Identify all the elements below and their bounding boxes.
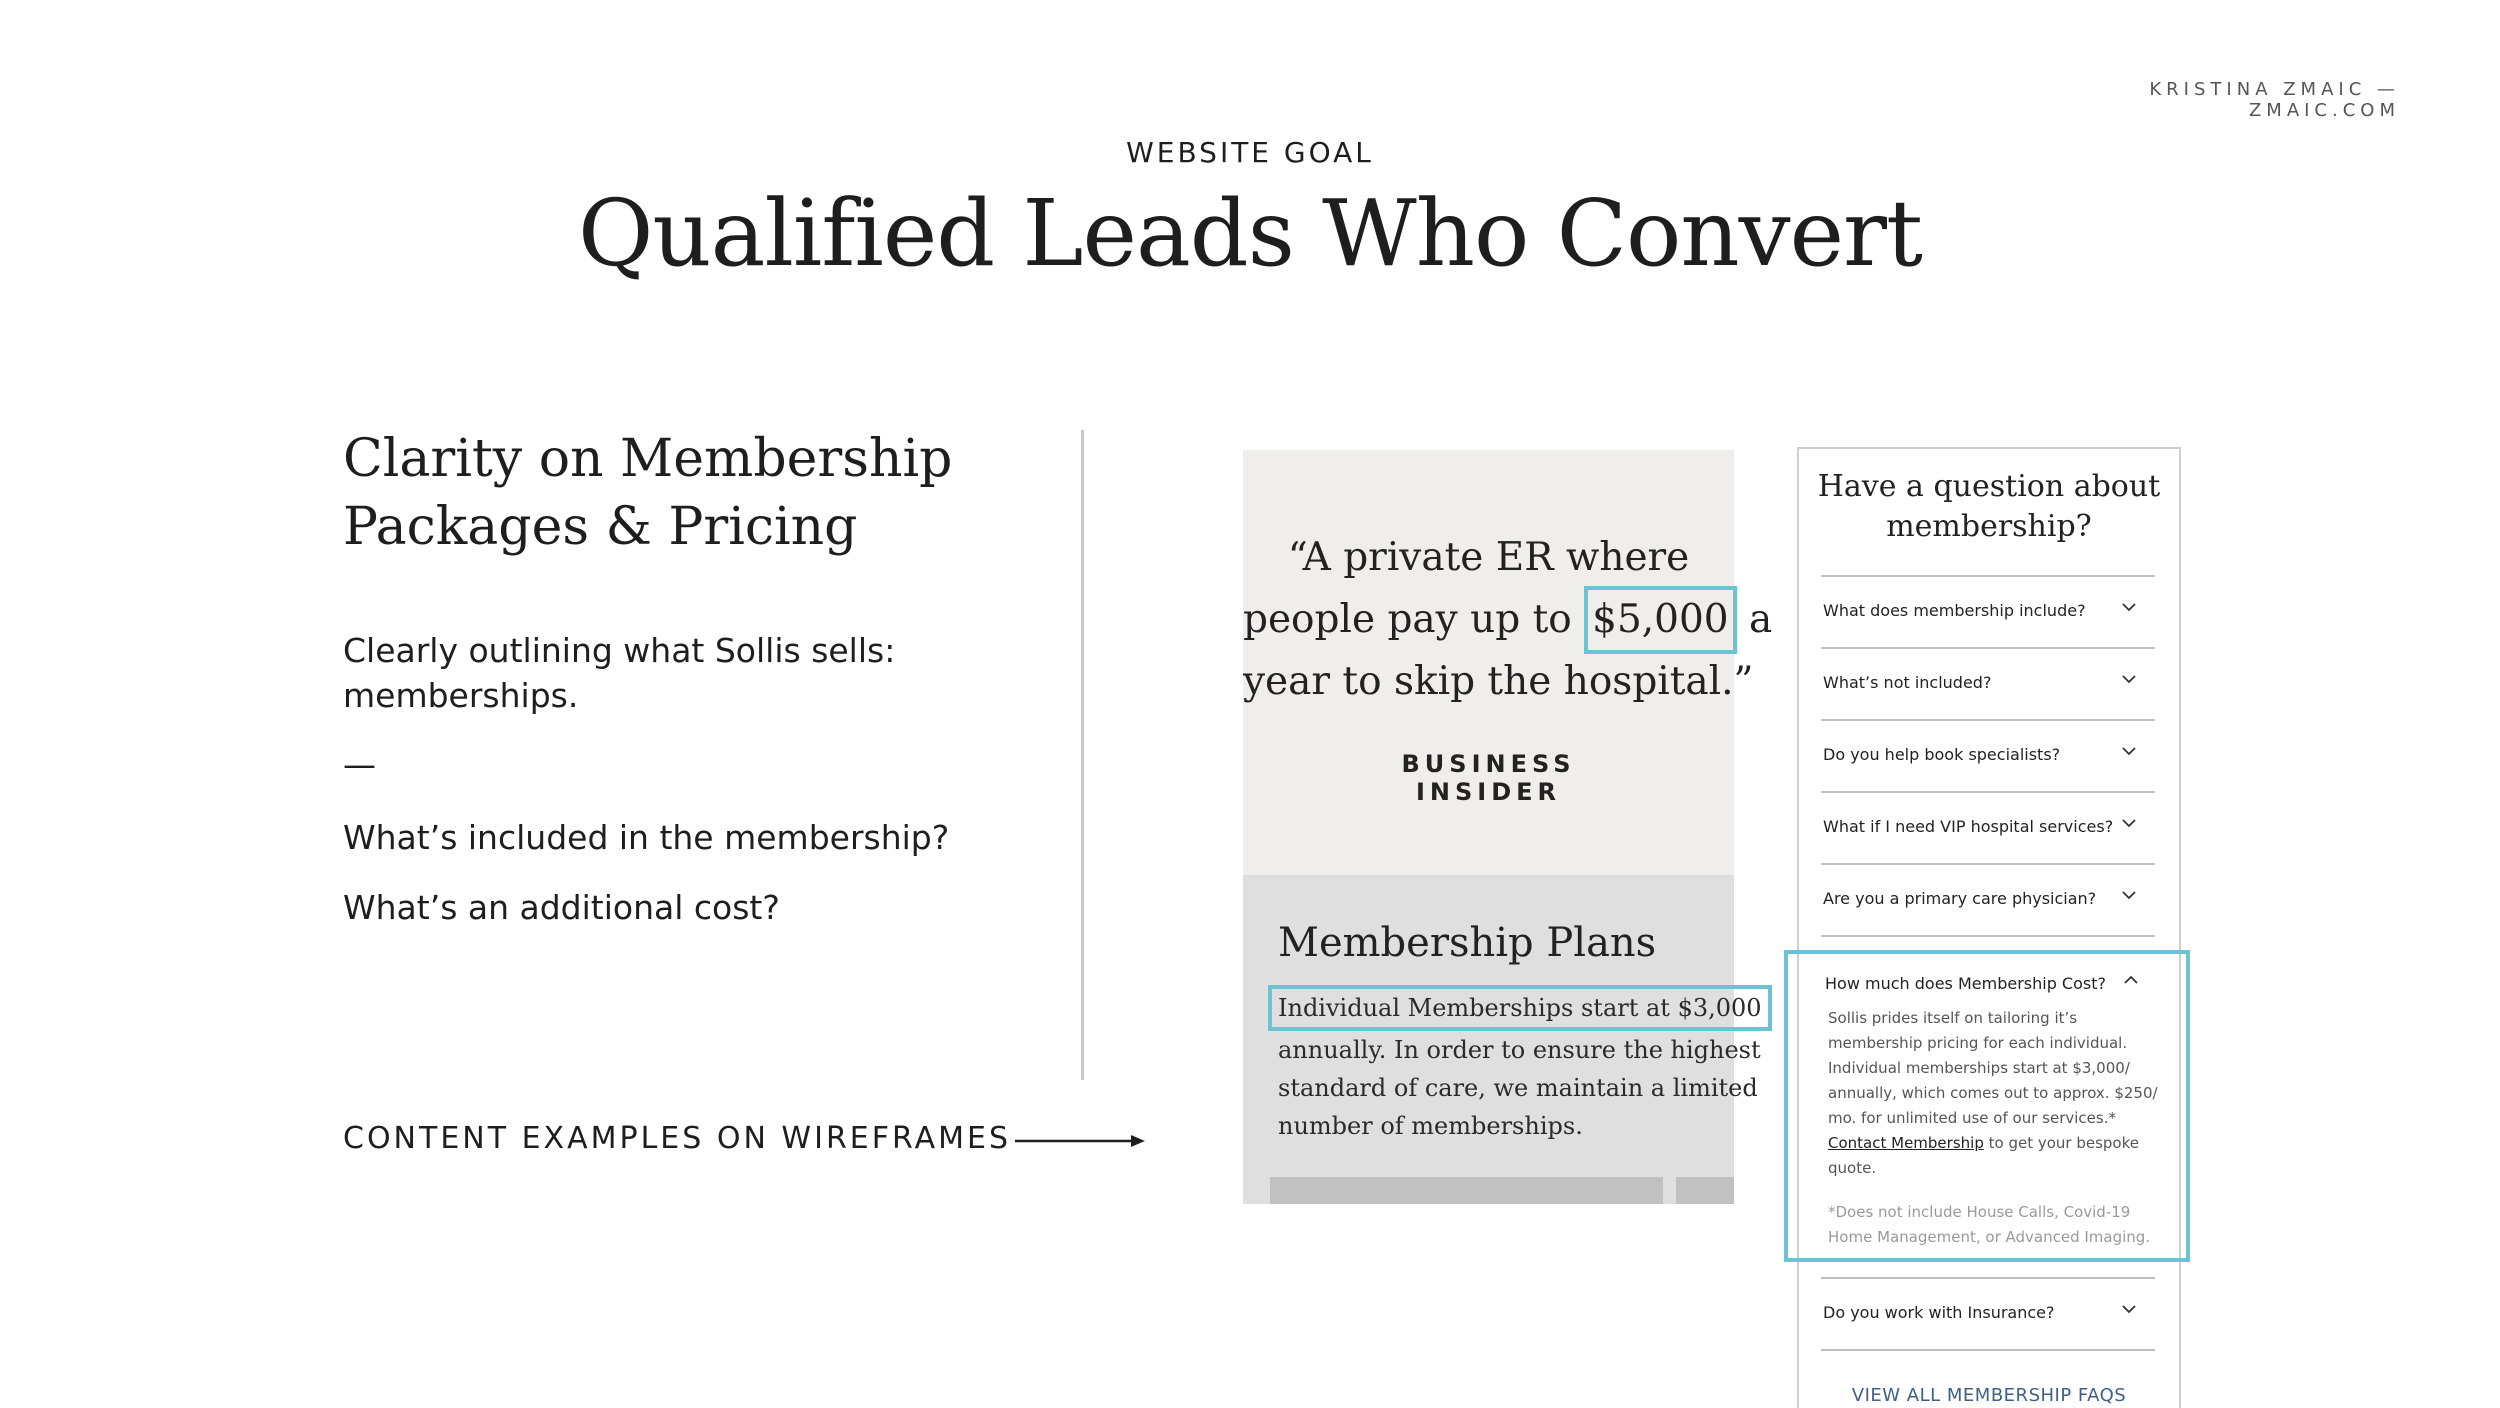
quote-line bbox=[1243, 586, 1773, 654]
quote-panel bbox=[1243, 450, 1773, 875]
contact-membership-link[interactable]: Contact Membership bbox=[1828, 1134, 1984, 1152]
faq-question: Are you a primary care physician? bbox=[1823, 889, 2097, 908]
faq-title-line: membership? bbox=[1886, 509, 2092, 544]
answer-line: Individual memberships start at $3,000/ bbox=[1828, 1059, 2130, 1077]
quote-text: people pay up to bbox=[1243, 597, 1572, 642]
plans-line: number of memberships. bbox=[1278, 1112, 1583, 1140]
heading-line: Packages & Pricing bbox=[343, 497, 858, 557]
chevron-down-icon bbox=[2121, 673, 2137, 685]
page-title: Qualified Leads Who Convert bbox=[577, 180, 1922, 287]
faq-question: How much does Membership Cost? bbox=[1825, 974, 2106, 993]
faq-answer bbox=[1828, 1006, 2188, 1181]
faq-question: What’s not included? bbox=[1823, 673, 1992, 692]
faq-separator bbox=[1821, 935, 2155, 938]
wireframe-faq-card bbox=[1797, 447, 2181, 1408]
intro-text: Clearly outlining what Sollis sells: memberships. bbox=[343, 631, 896, 715]
press-source-logo bbox=[1243, 750, 1734, 806]
membership-plans-title: Membership Plans bbox=[1278, 920, 1657, 966]
faq-question: Do you help book specialists? bbox=[1823, 745, 2061, 764]
faq-question: Do you work with Insurance? bbox=[1823, 1303, 2055, 1322]
section-eyebrow: WEBSITE GOAL bbox=[1126, 136, 1374, 169]
wireframe-press-card bbox=[1243, 450, 1773, 1204]
chevron-down-icon bbox=[2121, 817, 2137, 829]
chevron-down-icon bbox=[2121, 601, 2137, 613]
secondary-button-placeholder[interactable] bbox=[1676, 1177, 1734, 1204]
faq-separator bbox=[1821, 1349, 2155, 1351]
faq-question: What does membership include? bbox=[1823, 601, 2086, 620]
answer-line: membership pricing for each individual. bbox=[1828, 1034, 2128, 1052]
answer-line bbox=[1828, 1131, 2188, 1156]
faq-item[interactable] bbox=[1821, 647, 2155, 720]
faq-item[interactable] bbox=[1821, 719, 2155, 792]
question-additional-cost: What’s an additional cost? bbox=[343, 888, 780, 927]
chevron-down-icon bbox=[2121, 889, 2137, 901]
question-included: What’s included in the membership? bbox=[343, 818, 950, 857]
chevron-down-icon bbox=[2121, 1303, 2137, 1315]
section-heading bbox=[343, 425, 1043, 561]
plans-line: annually. In order to ensure the highest bbox=[1278, 1036, 1761, 1064]
press-quote bbox=[1243, 530, 1773, 710]
quote-line: “A private ER where bbox=[1287, 535, 1690, 580]
membership-plans-body bbox=[1278, 985, 1772, 1145]
faq-question: What if I need VIP hospital services? bbox=[1823, 817, 2114, 836]
answer-line: mo. for unlimited use of our services.* bbox=[1828, 1109, 2116, 1127]
answer-line: annually, which comes out to approx. $250/ bbox=[1828, 1084, 2158, 1102]
plans-line: standard of care, we maintain a limited bbox=[1278, 1074, 1758, 1102]
answer-text: to get your bespoke bbox=[1983, 1134, 2139, 1152]
quote-line: year to skip the hospital.” bbox=[1243, 659, 1754, 704]
pricing-highlight: Individual Memberships start at $3,000 bbox=[1268, 985, 1772, 1031]
vertical-divider bbox=[1081, 430, 1084, 1080]
chevron-down-icon bbox=[2121, 745, 2137, 757]
note-line: *Does not include House Calls, Covid-19 bbox=[1828, 1203, 2131, 1221]
faq-footnote bbox=[1828, 1200, 2188, 1250]
source-line: BUSINESS bbox=[1401, 750, 1576, 778]
faq-item[interactable] bbox=[1821, 575, 2155, 648]
dash-separator: — bbox=[343, 745, 376, 784]
author-credit: KRISTINA ZMAIC — ZMAIC.COM bbox=[2149, 79, 2400, 121]
faq-item-expanded[interactable] bbox=[1784, 950, 2190, 1262]
answer-line: quote. bbox=[1828, 1159, 1877, 1177]
source-line: INSIDER bbox=[1415, 778, 1562, 806]
faq-item[interactable] bbox=[1821, 863, 2155, 936]
quote-text: a bbox=[1749, 597, 1773, 642]
primary-button-placeholder[interactable] bbox=[1270, 1177, 1663, 1204]
faq-item[interactable] bbox=[1821, 791, 2155, 864]
note-line: Home Management, or Advanced Imaging. bbox=[1828, 1228, 2151, 1246]
view-all-faqs-link[interactable]: VIEW ALL MEMBERSHIP FAQS bbox=[1851, 1385, 2127, 1406]
faq-item[interactable] bbox=[1821, 1277, 2155, 1350]
heading-line: Clarity on Membership bbox=[343, 429, 953, 489]
faq-title bbox=[1799, 467, 2179, 547]
answer-line: Sollis prides itself on tailoring it’s bbox=[1828, 1009, 2078, 1027]
content-examples-label: CONTENT EXAMPLES ON WIREFRAMES bbox=[343, 1121, 1012, 1156]
chevron-up-icon bbox=[2123, 974, 2139, 986]
right-arrow-icon bbox=[1015, 1128, 1145, 1154]
price-highlight: $5,000 bbox=[1584, 586, 1736, 654]
faq-title-line: Have a question about bbox=[1817, 469, 2161, 504]
